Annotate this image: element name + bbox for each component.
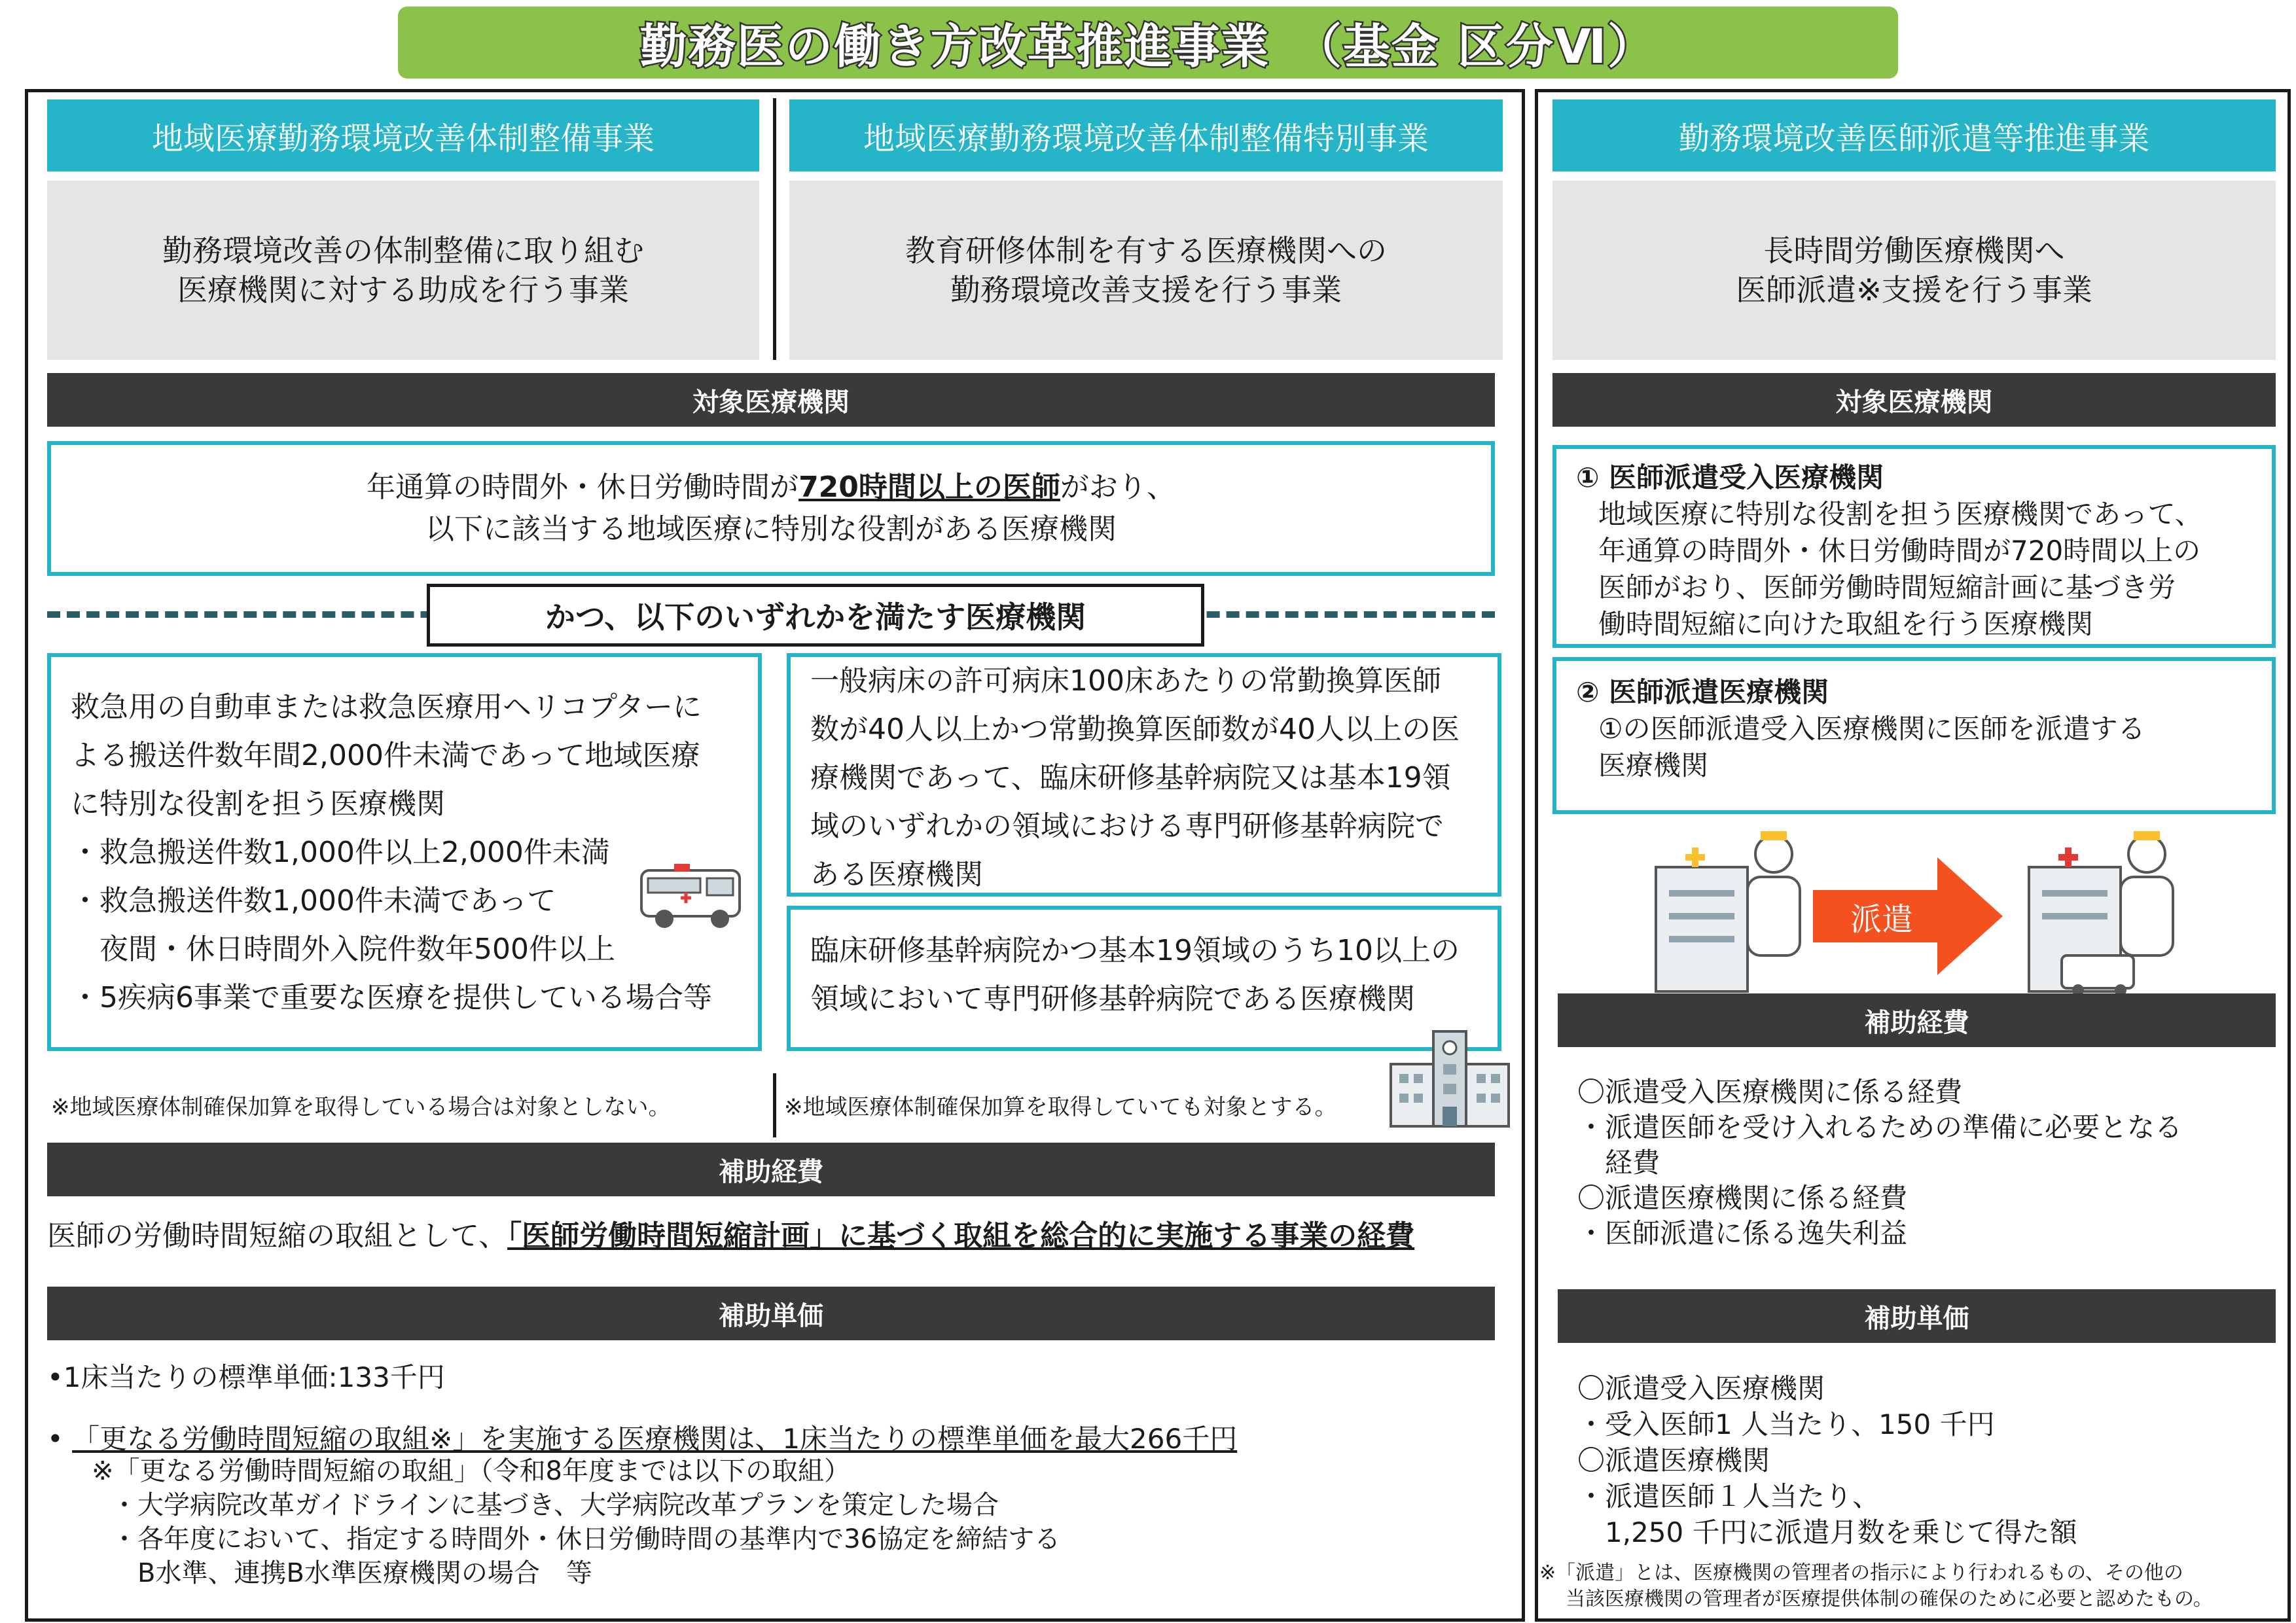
unit-enhanced <box>47 1418 1237 1457</box>
divider-label: かつ、以下のいずれかを満たす医療機関 <box>427 584 1204 647</box>
box-b-line: 療機関であって、臨床研修基幹病院又は基本19領 <box>810 761 1451 794</box>
dispatch-receiving-box <box>1552 445 2276 648</box>
right-unit-header: 補助単価 <box>1558 1289 2276 1343</box>
footnote-line: 当該医療機関の管理者が医療提供体制の確保のために必要と認めたもの。 <box>1566 1588 2213 1611</box>
subsidy-line: 〇派遣医療機関に係る経費 <box>1577 1182 1908 1214</box>
subsidy-line: ・派遣医師を受け入れるための準備に必要となる <box>1577 1111 2183 1143</box>
ambulance-icon <box>635 851 753 936</box>
page-title: 勤務医の働き方改革推進事業 （基金 区分Ⅵ） <box>639 19 1657 74</box>
target-line1-post: がおり、 <box>1060 471 1175 504</box>
col2-description <box>789 181 1503 360</box>
target-line1 <box>367 467 1175 508</box>
col2-desc-line: 勤務環境改善支援を行う事業 <box>950 272 1342 308</box>
unit-enhanced-text: 「更なる労働時間短縮の取組※」を実施する医療機関は、1床当たりの標準単価を最大266千円 <box>72 1423 1238 1455</box>
box1-title: ① 医師派遣受入医療機関 <box>1576 461 1884 493</box>
subsidy-emph: 「医師労働時間短縮計画」に基づく取組を総合的に実施する事業の経費 <box>507 1219 1415 1253</box>
subsidy-pre: 医師の労働時間短縮の取組として、 <box>47 1219 508 1253</box>
target-line1-pre: 年通算の時間外・休日労働時間が <box>367 471 799 504</box>
col1-header: 地域医療勤務環境改善体制整備事業 <box>47 99 759 171</box>
criteria-box-doctor-count <box>787 653 1501 897</box>
column-divider-bottom <box>773 1073 776 1137</box>
box-b-line: ある医療機関 <box>810 858 983 891</box>
unit-note-line: B水準、連携B水準医療機関の場合 等 <box>111 1558 592 1588</box>
box-c-line: 臨床研修基幹病院かつ基本19領域のうち10以上の <box>810 934 1460 967</box>
left-subsidy-header: 補助経費 <box>47 1143 1495 1196</box>
col3-desc-line: 長時間労働医療機関へ <box>1763 233 2065 268</box>
box1-line: 地域医療に特別な役割を担う医療機関であって、 <box>1598 498 2202 530</box>
dispatch-arrow <box>1813 857 2003 975</box>
box-a-line: ・5疾病6事業で重要な医療を提供している場合等 <box>71 981 712 1014</box>
column-divider-top <box>773 98 776 360</box>
subsidy-line: 経費 <box>1577 1147 1660 1179</box>
right-subsidy-list <box>1577 1075 2284 1251</box>
unit-line: ・受入医師1 人当たり、150 千円 <box>1577 1408 1995 1440</box>
box-a-line: に特別な役割を担う医療機関 <box>71 787 445 821</box>
box-a-line: 救急用の自動車または救急医療用ヘリコプターに <box>71 690 702 724</box>
box-a-line: 夜間・休日時間外入院件数年500件以上 <box>71 933 615 966</box>
box-a-line: ・救急搬送件数1,000件以上2,000件未満 <box>71 836 610 869</box>
col2-header: 地域医療勤務環境改善体制整備特別事業 <box>789 99 1503 171</box>
note-excluded: ※地域医療体制確保加算を取得している場合は対象としない。 <box>51 1094 671 1120</box>
right-footnote <box>1539 1560 2289 1613</box>
unit-standard: •1床当たりの標準単価:133千円 <box>47 1361 445 1393</box>
box2-line: ①の医師派遣受入医療機関に医師を派遣する <box>1598 713 2145 745</box>
left-target-header: 対象医療機関 <box>47 373 1495 427</box>
unit-line: ・派遣医師１人当たり、 <box>1577 1480 1880 1512</box>
box-a-line: ・救急搬送件数1,000件未満であって <box>71 884 556 918</box>
unit-note-line: ※「更なる労働時間短縮の取組」（令和8年度までは以下の取組） <box>92 1456 850 1486</box>
bullet: • <box>47 1423 73 1455</box>
dispatching-box <box>1552 657 2276 814</box>
right-subsidy-header: 補助経費 <box>1558 993 2276 1047</box>
subsidy-line: ・医師派遣に係る逸失利益 <box>1577 1217 1908 1249</box>
box-b-line: 一般病床の許可病床100床あたりの常勤換算医師 <box>810 664 1441 698</box>
left-target-criteria <box>47 441 1495 576</box>
col3-header: 勤務環境改善医師派遣等推進事業 <box>1552 99 2276 171</box>
page-title-banner <box>398 7 1898 79</box>
unit-note-line: ・大学病院改革ガイドラインに基づき、大学病院改革プランを策定した場合 <box>111 1490 999 1520</box>
unit-line: 〇派遣医療機関 <box>1577 1444 1770 1476</box>
box1-line: 年通算の時間外・休日労働時間が720時間以上の <box>1598 535 2201 567</box>
unit-note-block <box>92 1454 1060 1590</box>
col3-description <box>1552 181 2276 360</box>
subsidy-line: 〇派遣受入医療機関に係る経費 <box>1577 1076 1963 1108</box>
box-b-line: 域のいずれかの領域における専門研修基幹病院で <box>810 810 1444 843</box>
box2-line: 医療機関 <box>1598 749 1709 781</box>
right-target-header: 対象医療機関 <box>1552 373 2276 427</box>
col2-desc-line: 教育研修体制を有する医療機関への <box>905 233 1387 268</box>
footnote-line: ※「派遣」とは、医療機関の管理者の指示により行われるもの、その他の <box>1539 1561 2183 1584</box>
right-unit-list <box>1577 1370 2284 1550</box>
unit-note-line: ・各年度において、指定する時間外・休日労働時間の基準内で36協定を締結する <box>111 1524 1061 1554</box>
left-subsidy-text <box>47 1212 1513 1254</box>
box-b-line: 数が40人以上かつ常勤換算医師数が40人以上の医 <box>810 713 1460 746</box>
box-c-line: 領域において専門研修基幹病院である医療機関 <box>810 982 1415 1016</box>
unit-line: 〇派遣受入医療機関 <box>1577 1372 1825 1404</box>
col1-description <box>47 181 759 360</box>
dispatch-arrow-label: 派遣 <box>1850 901 1913 938</box>
box1-line: 医師がおり、医師労働時間短縮計画に基づき労 <box>1598 571 2176 603</box>
target-line1-emph: 720時間以上の医師 <box>798 471 1060 504</box>
col1-desc-line: 医療機関に対する助成を行う事業 <box>177 272 629 308</box>
target-line2: 以下に該当する地域医療に特別な役割がある医療機関 <box>425 512 1117 546</box>
doctor-hospital-ambulance-icon <box>2022 828 2179 998</box>
col1-desc-line: 勤務環境改善の体制整備に取り組む <box>162 233 644 268</box>
box-a-line: よる搬送件数年間2,000件未満であって地域医療 <box>71 739 700 772</box>
box1-line: 働時間短縮に向けた取組を行う医療機関 <box>1598 608 2094 640</box>
box2-title: ② 医師派遣医療機関 <box>1576 676 1829 708</box>
unit-line: 1,250 千円に派遣月数を乗じて得た額 <box>1577 1516 2077 1548</box>
hospital-building-icon <box>1388 1025 1512 1130</box>
col3-desc-line: 医師派遣※支援を行う事業 <box>1736 272 2092 308</box>
left-unit-header: 補助単価 <box>47 1287 1495 1340</box>
note-included: ※地域医療体制確保加算を取得していても対象とする。 <box>784 1094 1337 1120</box>
doctor-hospital-icon <box>1649 828 1806 998</box>
